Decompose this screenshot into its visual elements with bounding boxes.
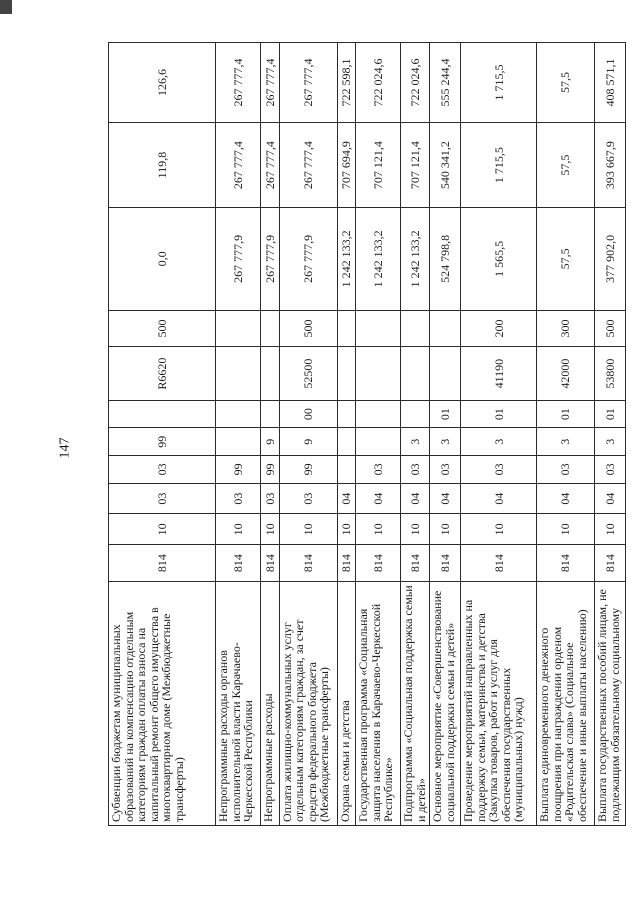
cell-direction: R6620 [109, 347, 216, 400]
table-row [216, 43, 261, 826]
cell-amount-year-1: 57,5 [537, 208, 595, 310]
cell-subsection: 03 [216, 483, 261, 514]
cell-amount-year-2: 707 121,4 [401, 123, 430, 208]
cell-subsection: 04 [401, 483, 430, 514]
cell-amount-year-2: 57,5 [537, 123, 595, 208]
cell-amount-year-3: 267 777,4 [279, 43, 337, 123]
cell-amount-year-3: 722 024,6 [401, 43, 430, 123]
table-row [356, 43, 401, 826]
cell-amount-year-1: 0,0 [109, 208, 216, 310]
cell-program: 03 [356, 456, 401, 484]
cell-subprogram [356, 428, 401, 456]
cell-event: 01 [537, 400, 595, 428]
cell-amount-year-2: 267 777,4 [261, 123, 280, 208]
cell-program: 03 [401, 456, 430, 484]
cell-section: 10 [401, 514, 430, 545]
cell-direction [261, 347, 280, 400]
cell-name: Охрана семьи и детства [337, 582, 356, 826]
cell-amount-year-1: 267 777,9 [216, 208, 261, 310]
cell-admin-code: 814 [356, 545, 401, 582]
cell-admin-code: 814 [537, 545, 595, 582]
cell-direction: 53800 [595, 347, 626, 400]
cell-name: Субвенции бюджетам муниципальных образований на компенсацию отдельным категориям граждан оплаты взноса на капитальный ремонт общего имущества в многоквартирном доме (Межбюджетные трансферты) [109, 582, 216, 826]
cell-amount-year-3: 126,6 [109, 43, 216, 123]
cell-direction [337, 347, 356, 400]
cell-direction [356, 347, 401, 400]
cell-amount-year-1: 1 565,5 [461, 208, 537, 310]
cell-expense-type [261, 310, 280, 347]
table-row [595, 43, 626, 826]
cell-event [261, 400, 280, 428]
cell-subsection: 04 [337, 483, 356, 514]
cell-name: Непрограммные расходы органов исполнительной власти Карачаево-Черкесской Республики [216, 582, 261, 826]
cell-amount-year-1: 1 242 133,2 [401, 208, 430, 310]
cell-section: 10 [595, 514, 626, 545]
cell-program: 99 [261, 456, 280, 484]
table-row [337, 43, 356, 826]
cell-section: 10 [337, 514, 356, 545]
cell-expense-type: 500 [595, 310, 626, 347]
cell-subprogram: 99 [109, 428, 216, 456]
cell-section: 10 [279, 514, 337, 545]
cell-amount-year-1: 1 242 133,2 [356, 208, 401, 310]
cell-expense-type [337, 310, 356, 347]
cell-event: 00 [279, 400, 337, 428]
table-row [461, 43, 537, 826]
cell-subprogram: 3 [401, 428, 430, 456]
table-row [279, 43, 337, 826]
cell-subprogram: 9 [261, 428, 280, 456]
cell-subsection: 04 [595, 483, 626, 514]
cell-subprogram: 3 [461, 428, 537, 456]
cell-program: 99 [216, 456, 261, 484]
cell-expense-type: 500 [279, 310, 337, 347]
cell-admin-code: 814 [279, 545, 337, 582]
cell-direction [401, 347, 430, 400]
cell-subsection: 03 [261, 483, 280, 514]
cell-event [216, 400, 261, 428]
cell-amount-year-1: 1 242 133,2 [337, 208, 356, 310]
cell-event [356, 400, 401, 428]
cell-amount-year-2: 707 694,9 [337, 123, 356, 208]
cell-amount-year-2: 540 341,2 [430, 123, 461, 208]
table-row [261, 43, 280, 826]
cell-subprogram: 3 [595, 428, 626, 456]
cell-section: 10 [109, 514, 216, 545]
cell-expense-type: 300 [537, 310, 595, 347]
cell-expense-type: 500 [109, 310, 216, 347]
cell-amount-year-1: 524 798,8 [430, 208, 461, 310]
cell-amount-year-3: 408 571,1 [595, 43, 626, 123]
cell-program: 03 [461, 456, 537, 484]
cell-subprogram [337, 428, 356, 456]
cell-amount-year-1: 267 777,9 [261, 208, 280, 310]
table-row [537, 43, 595, 826]
cell-program [337, 456, 356, 484]
cell-subsection: 04 [537, 483, 595, 514]
cell-direction [430, 347, 461, 400]
cell-program: 03 [537, 456, 595, 484]
cell-admin-code: 814 [430, 545, 461, 582]
cell-subprogram: 3 [537, 428, 595, 456]
budget-table [108, 42, 626, 826]
cell-section: 10 [261, 514, 280, 545]
cell-name: Выплата единовременного денежного поощрения при награждении орденом «Родительская слава» (Социальное обеспечение и иные выплаты населению) [537, 582, 595, 826]
cell-name: Подпрограмма «Социальная поддержка семьи и детей» [401, 582, 430, 826]
cell-subsection: 04 [356, 483, 401, 514]
cell-admin-code: 814 [461, 545, 537, 582]
cell-amount-year-2: 1 715,5 [461, 123, 537, 208]
cell-event: 01 [595, 400, 626, 428]
table-row [430, 43, 461, 826]
cell-amount-year-2: 393 667,9 [595, 123, 626, 208]
cell-amount-year-3: 722 024,6 [356, 43, 401, 123]
cell-amount-year-3: 555 244,4 [430, 43, 461, 123]
cell-amount-year-2: 119,8 [109, 123, 216, 208]
cell-subsection: 04 [430, 483, 461, 514]
cell-subprogram [216, 428, 261, 456]
cell-subsection: 03 [279, 483, 337, 514]
cell-amount-year-3: 267 777,4 [216, 43, 261, 123]
cell-name: Оплата жилищно-коммунальных услуг отдельным категориям граждан, за счет средств федерального бюджета (Межбюджетные трансферты) [279, 582, 337, 826]
cell-name: Государственная программа «Социальная защита населения в Карачаево-Черкесской Республике» [356, 582, 401, 826]
cell-section: 10 [356, 514, 401, 545]
cell-amount-year-3: 267 777,4 [261, 43, 280, 123]
cell-program: 03 [430, 456, 461, 484]
cell-subsection: 04 [461, 483, 537, 514]
cell-event: 01 [430, 400, 461, 428]
table-body [109, 43, 626, 826]
cell-section: 10 [461, 514, 537, 545]
table-row [401, 43, 430, 826]
cell-section: 10 [537, 514, 595, 545]
cell-section: 10 [216, 514, 261, 545]
cell-amount-year-2: 707 121,4 [356, 123, 401, 208]
cell-expense-type [430, 310, 461, 347]
cell-name: Проведение мероприятий направленных на поддержку семьи, материнства и детства (Закупка товаров, работ и услуг для обеспечения государственных (муниципальных) нужд) [461, 582, 537, 826]
cell-direction: 52500 [279, 347, 337, 400]
scan-edge-mark [0, 0, 12, 14]
cell-name: Непрограммные расходы [261, 582, 280, 826]
cell-name: Выплата государственных пособий лицам, не подлежащим обязательному социальному [595, 582, 626, 826]
cell-subsection: 03 [109, 483, 216, 514]
cell-event: 01 [461, 400, 537, 428]
cell-amount-year-1: 267 777,9 [279, 208, 337, 310]
cell-amount-year-3: 722 598,1 [337, 43, 356, 123]
cell-expense-type [401, 310, 430, 347]
cell-admin-code: 814 [261, 545, 280, 582]
cell-expense-type: 200 [461, 310, 537, 347]
cell-direction: 42000 [537, 347, 595, 400]
cell-admin-code: 814 [595, 545, 626, 582]
cell-amount-year-2: 267 777,4 [279, 123, 337, 208]
cell-name: Основное мероприятие «Совершенствование социальной поддержки семьи и детей» [430, 582, 461, 826]
cell-event [109, 400, 216, 428]
cell-expense-type [356, 310, 401, 347]
page-number: 147 [57, 437, 73, 459]
cell-direction [216, 347, 261, 400]
rotated-table-container [108, 42, 626, 826]
cell-amount-year-3: 57,5 [537, 43, 595, 123]
cell-section: 10 [430, 514, 461, 545]
cell-program: 99 [279, 456, 337, 484]
table-wrapper [108, 42, 626, 826]
cell-program: 03 [595, 456, 626, 484]
cell-direction: 41190 [461, 347, 537, 400]
cell-event [337, 400, 356, 428]
cell-subprogram: 9 [279, 428, 337, 456]
cell-amount-year-3: 1 715,5 [461, 43, 537, 123]
cell-subprogram: 3 [430, 428, 461, 456]
cell-admin-code: 814 [216, 545, 261, 582]
cell-event [401, 400, 430, 428]
cell-amount-year-1: 377 902,0 [595, 208, 626, 310]
cell-admin-code: 814 [337, 545, 356, 582]
cell-admin-code: 814 [401, 545, 430, 582]
cell-admin-code: 814 [109, 545, 216, 582]
table-row [109, 43, 216, 826]
cell-expense-type [216, 310, 261, 347]
cell-amount-year-2: 267 777,4 [216, 123, 261, 208]
cell-program: 03 [109, 456, 216, 484]
